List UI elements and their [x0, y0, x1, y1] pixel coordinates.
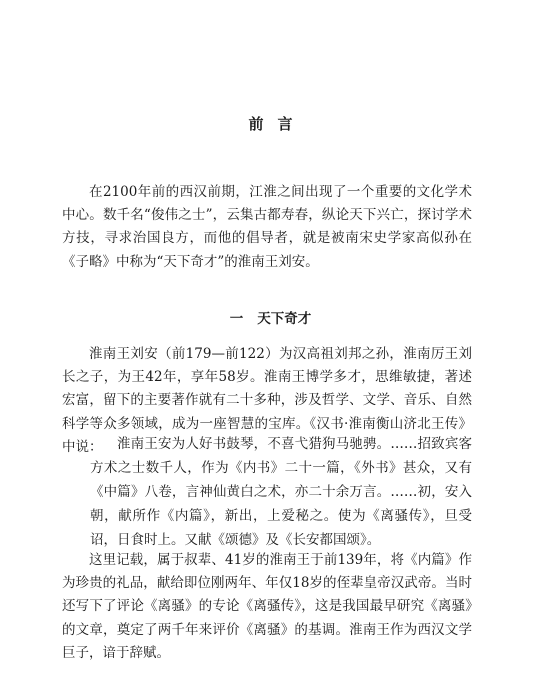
- section-title: 天下奇才: [257, 311, 312, 327]
- intro-paragraph: 在2100年前的西汉前期，江淮之间出现了一个重要的文化学术中心。数千名“俊伟之士”，云集古都寿春，纵论天下兴亡，探讨学术方技，寻求治国良方，而他的倡导者，就是被南宋史学家高似孙在《子略》中称为“天下奇才”的淮南王刘安。: [62, 184, 472, 270]
- block-quote: 淮南王安为人好书鼓琴，不喜弋猎狗马驰骋。……招致宾客方术之士数千人，作为《内书》二十一篇，《外书》甚众，又有《中篇》八卷，言神仙黄白之术，亦二十余万言。……初，安入朝，献所作《内篇》，新出，上爱秘之。使为《离骚传》，旦受诏，日食时上。又献《颂德》及《长安都国颂》。: [90, 436, 472, 548]
- body-paragraph: 淮南王刘安（前179—前122）为汉高祖刘邦之孙，淮南厉王刘长之子，为王42年，享年58岁。淮南王博学多才，思维敏捷，著述宏富，留下的主要著作就有二十多种，涉及哲学、文学、音乐、自然科学等众多领域，成为一座智慧的宝库。《汉书·淮南衡山济北王传》中说：: [62, 346, 472, 455]
- page-title: 前言: [248, 115, 307, 133]
- section-number: 一: [229, 311, 244, 327]
- body-paragraph: 这里记载，属于叔辈、41岁的淮南王于前139年，将《内篇》作为珍贵的礼品，献给即位刚两年、年仅18岁的侄辈皇帝汉武帝。当时还写下了评论《离骚》的专论《离骚传》，这是我国最早研究《离骚》的文章，奠定了两千年来评价《离骚》的基调。淮南王作为西汉文学巨子，谙于辞赋。: [62, 552, 472, 661]
- section-heading: [0, 307, 541, 327]
